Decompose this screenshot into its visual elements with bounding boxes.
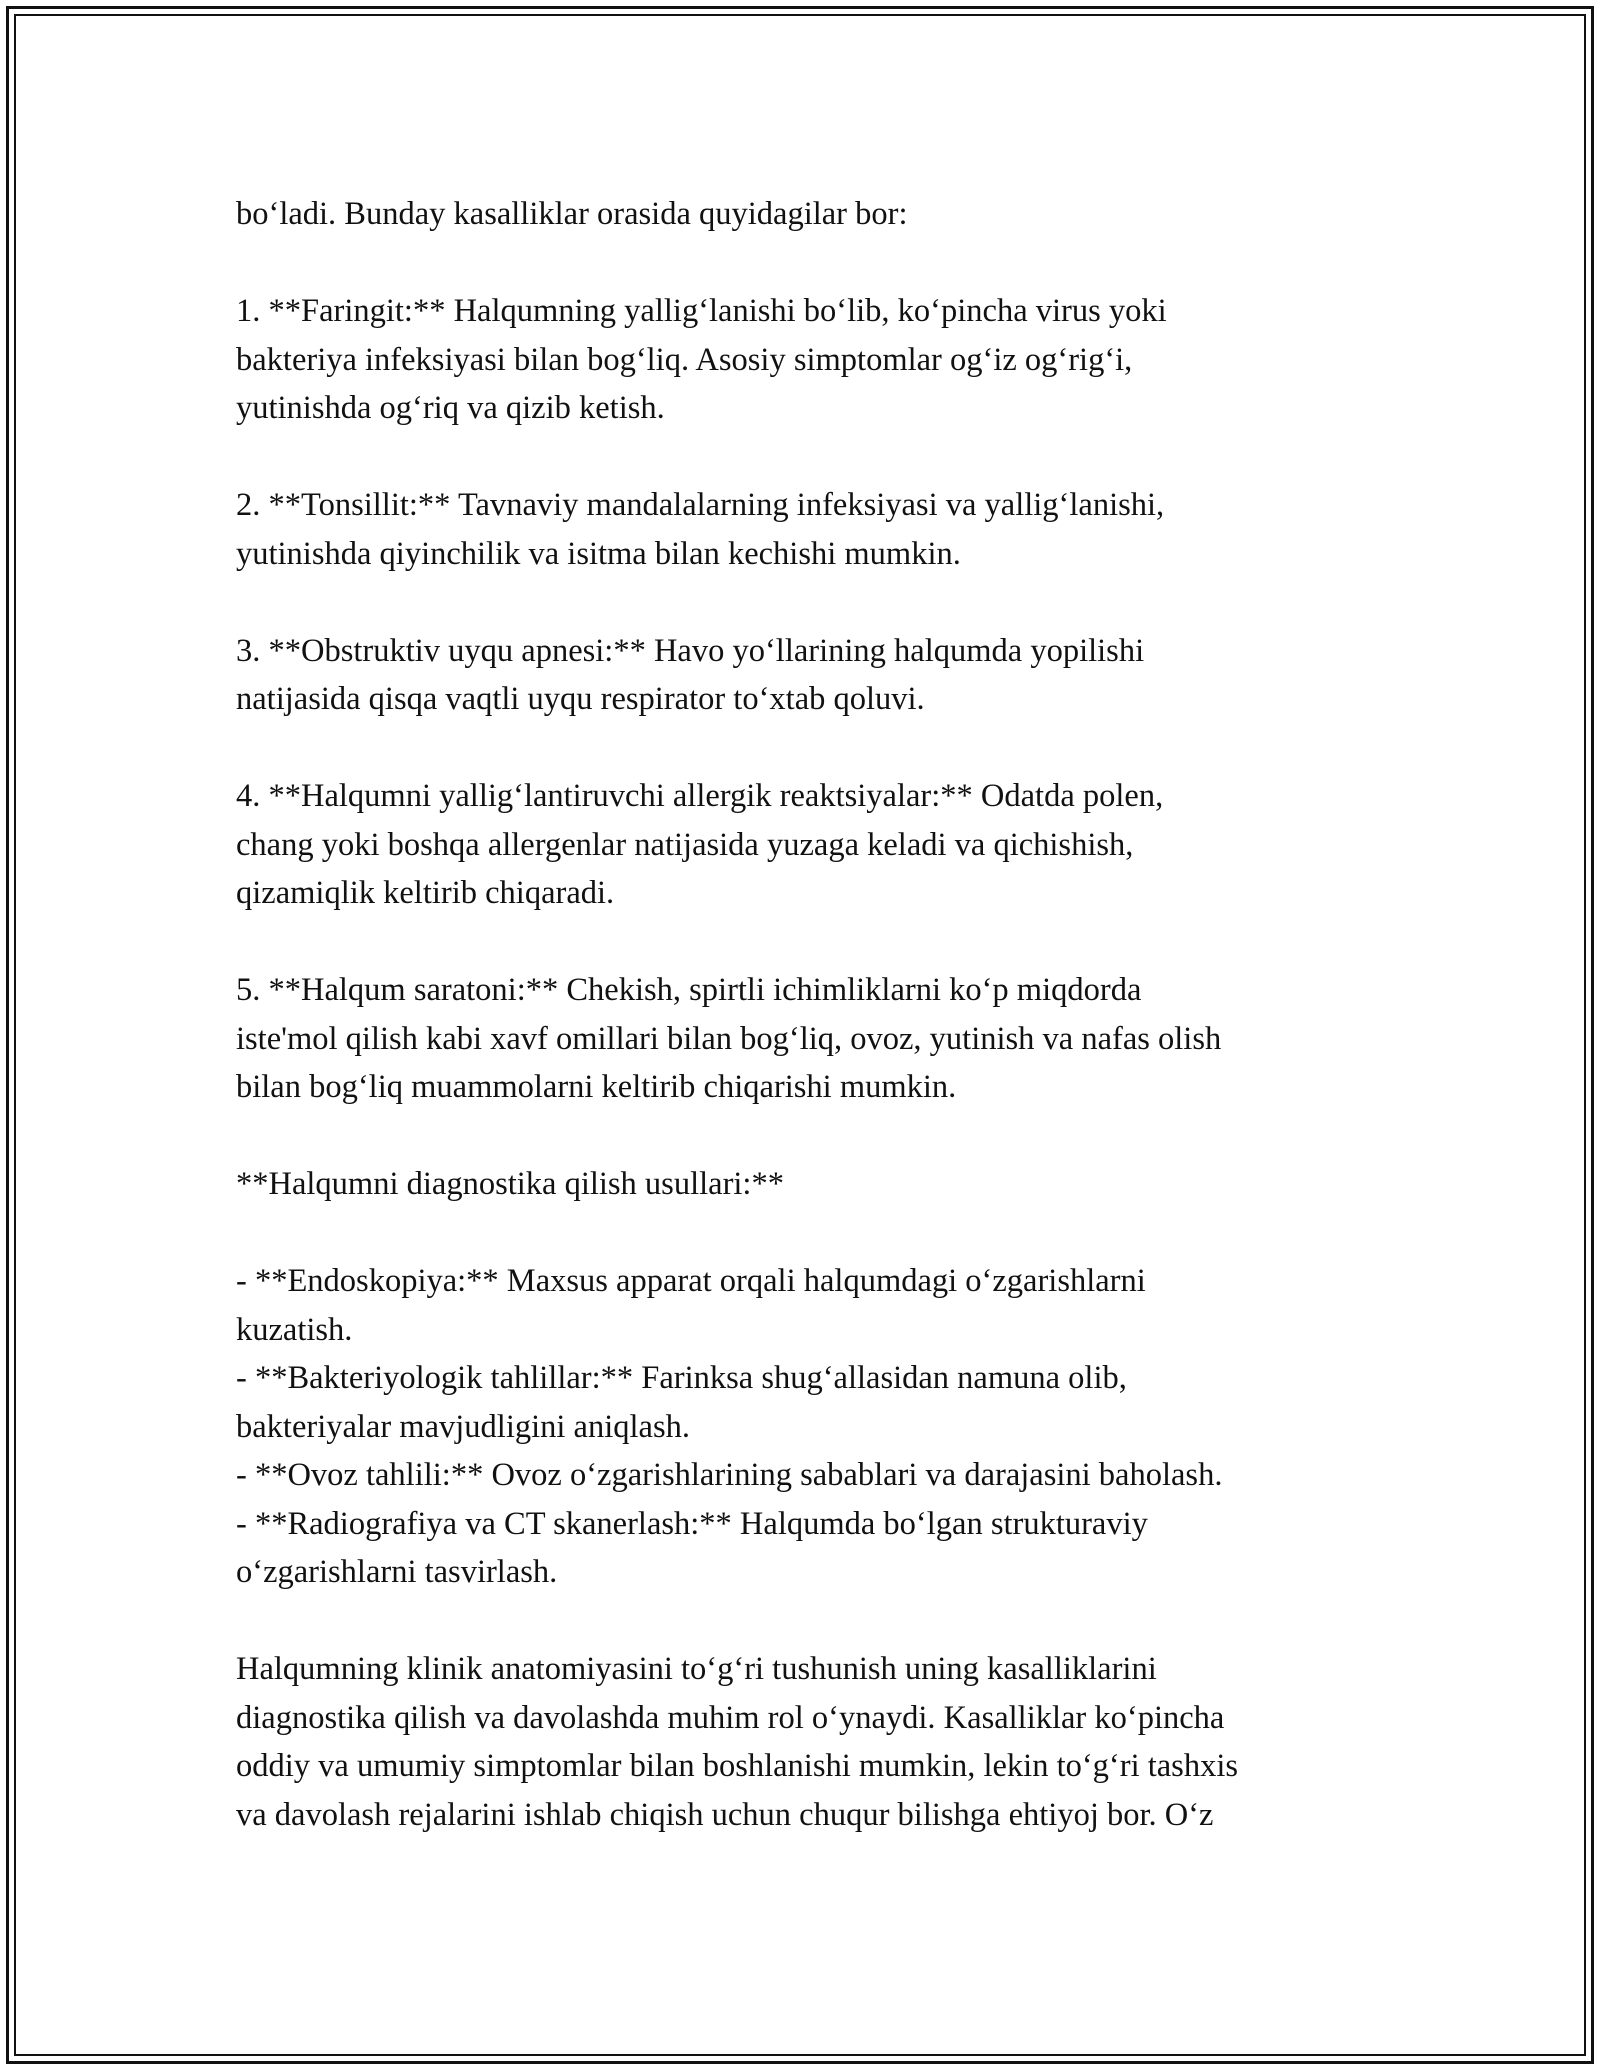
conclusion-paragraph xyxy=(236,1645,1366,1839)
diagnostics-line: - **Bakteriyologik tahlillar:** Farinksa shug‘allasidan namuna olib, xyxy=(236,1360,1127,1396)
document-body xyxy=(236,190,1366,1839)
list-item-line: 4. **Halqumni yallig‘lantiruvchi allergik reaktsiyalar:** Odatda polen, xyxy=(236,778,1164,814)
list-item-line: 1. **Faringit:** Halqumning yallig‘lanishi bo‘lib, ko‘pincha virus yoki xyxy=(236,293,1167,329)
diagnostics-line: kuzatish. xyxy=(236,1311,353,1348)
list-item-allergik xyxy=(236,772,1366,918)
intro-line: bo‘ladi. Bunday kasalliklar orasida quyidagilar bor: xyxy=(236,196,908,232)
list-item-faringit xyxy=(236,287,1366,433)
list-item-apnesi xyxy=(236,627,1366,724)
diagnostics-item-endoskopiya xyxy=(236,1257,1366,1354)
diagnostics-line: - **Radiografiya va CT skanerlash:** Halqumda bo‘lgan strukturaviy xyxy=(236,1505,1148,1542)
diagnostics-line: o‘zgarishlarni tasvirlash. xyxy=(236,1554,558,1590)
conclusion-line: va davolash rejalarini ishlab chiqish uchun chuqur bilishga ehtiyoj bor. O‘z xyxy=(236,1796,1214,1833)
list-item-line: natijasida qisqa vaqtli uyqu respirator to‘xtab qoluvi. xyxy=(236,681,925,717)
list-item-saratoni xyxy=(236,966,1366,1112)
list-item-line: qizamiqlik keltirib chiqaradi. xyxy=(236,875,615,911)
list-item-line: bilan bog‘liq muammolarni keltirib chiqarishi mumkin. xyxy=(236,1069,957,1105)
diagnostics-item-bakteriyologik xyxy=(236,1354,1366,1451)
diagnostics-item-ovoz xyxy=(236,1451,1366,1500)
conclusion-line: oddiy va umumiy simptomlar bilan boshlanishi mumkin, lekin to‘g‘ri tashxis xyxy=(236,1748,1239,1784)
list-item-line: 5. **Halqum saratoni:** Chekish, spirtli ichimliklarni ko‘p miqdorda xyxy=(236,972,1142,1008)
diagnostics-item-radiografiya xyxy=(236,1500,1366,1597)
list-item-line: chang yoki boshqa allergenlar natijasida yuzaga keladi va qichishish, xyxy=(236,826,1134,863)
list-item-line: bakteriya infeksiyasi bilan bog‘liq. Asosiy simptomlar og‘iz og‘rig‘i, xyxy=(236,341,1133,378)
diagnostics-line: bakteriyalar mavjudligini aniqlash. xyxy=(236,1408,690,1445)
diagnostics-line: - **Ovoz tahlili:** Ovoz o‘zgarishlarining sabablari va darajasini baholash. xyxy=(236,1457,1223,1493)
list-item-line: iste'mol qilish kabi xavf omillari bilan bog‘liq, ovoz, yutinish va nafas olish xyxy=(236,1020,1222,1057)
diagnostics-line: - **Endoskopiya:** Maxsus apparat orqali halqumdagi o‘zgarishlarni xyxy=(236,1263,1146,1299)
conclusion-line: diagnostika qilish va davolashda muhim rol o‘ynaydi. Kasalliklar ko‘pincha xyxy=(236,1699,1225,1736)
list-item-line: 2. **Tonsillit:** Tavnaviy mandalalarning infeksiyasi va yallig‘lanishi, xyxy=(236,487,1165,523)
list-item-line: yutinishda og‘riq va qizib ketish. xyxy=(236,390,665,426)
list-item-line: yutinishda qiyinchilik va isitma bilan kechishi mumkin. xyxy=(236,535,961,572)
list-item-tonsillit xyxy=(236,481,1366,578)
diagnostics-heading: **Halqumni diagnostika qilish usullari:** xyxy=(236,1166,784,1202)
list-item-line: 3. **Obstruktiv uyqu apnesi:** Havo yo‘llarining halqumda yopilishi xyxy=(236,632,1145,669)
conclusion-line: Halqumning klinik anatomiyasini to‘g‘ri tushunish uning kasalliklarini xyxy=(236,1651,1157,1687)
